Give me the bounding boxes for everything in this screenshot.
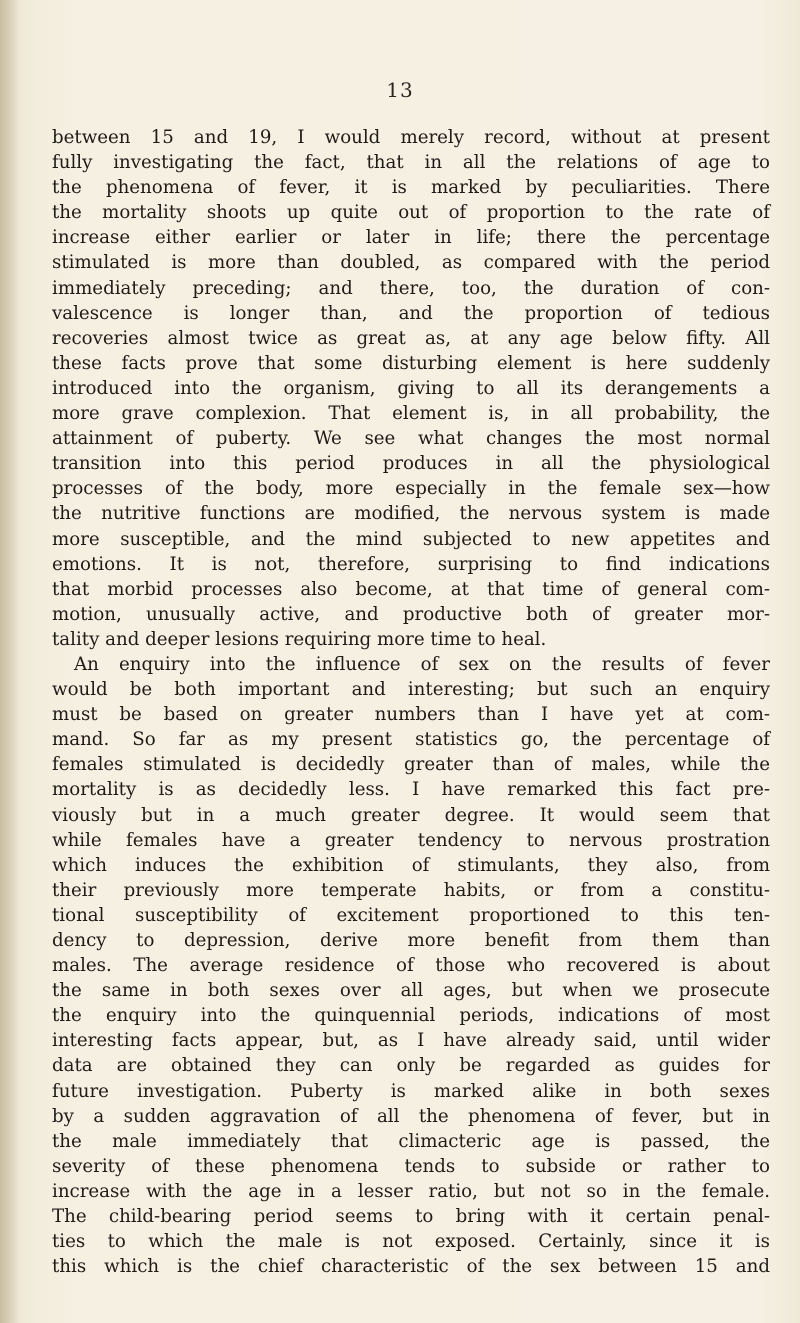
text-line: the enquiry into the quinquennial periods, indications of most [52,1005,770,1027]
text-line: their previously more temperate habits, or from a constitu- [52,879,770,901]
text-line: increase either earlier or later in life; there the percentage [52,227,770,249]
text-line: processes of the body, more especially in the female sex—how [52,478,770,500]
text-line: immediately preceding; and there, too, the duration of con- [52,277,770,299]
text-line: An enquiry into the influence of sex on the results of fever [74,653,770,675]
text-line: must be based on greater numbers than I have yet at com- [52,704,770,726]
text-line: by a sudden aggravation of all the phenomena of fever, but in [52,1105,770,1127]
text-line: transition into this period produces in all the physiological [52,453,770,475]
text-line: females stimulated is decidedly greater than of males, while the [52,754,770,776]
text-line: this which is the chief characteristic of the sex between 15 and [52,1256,770,1278]
text-line: the nutritive functions are modified, the nervous system is made [52,503,770,525]
page-number: 13 [386,78,414,102]
text-line: more susceptible, and the mind subjected to new appetites and [52,528,770,550]
text-line: between 15 and 19, I would merely record, without at present [52,127,770,148]
text-line: tality and deeper lesions requiring more time to heal. [52,628,547,650]
text-line: viously but in a much greater degree. It would seem that [52,804,770,826]
text-line: introduced into the organism, giving to all its derangements a [52,377,770,399]
text-line: valescence is longer than, and the proportion of tedious [52,302,770,324]
text-line: data are obtained they can only be regarded as guides for [52,1055,770,1077]
text-line: while females have a greater tendency to nervous prostration [52,829,770,851]
text-line: increase with the age in a lesser ratio, but not so in the female. [52,1180,770,1202]
text-line: stimulated is more than doubled, as compared with the period [52,252,770,274]
text-line: motion, unusually active, and productive both of greater mor- [52,603,770,625]
text-line: mortality is as decidedly less. I have remarked this fact pre- [52,779,770,801]
text-line: more grave complexion. That element is, in all probability, the [52,403,770,425]
text-line: the same in both sexes over all ages, but when we prosecute [52,980,770,1002]
text-line: which induces the exhibition of stimulants, they also, from [52,854,770,876]
text-line: ties to which the male is not exposed. Certainly, since it is [52,1231,770,1253]
text-line: males. The average residence of those who recovered is about [52,955,770,977]
text-line: the phenomena of fever, it is marked by peculiarities. There [52,177,770,199]
text-line: that morbid processes also become, at that time of general com- [52,578,770,600]
text-line: The child-bearing period seems to bring with it certain penal- [52,1206,770,1228]
body-text [52,125,770,1279]
text-line: emotions. It is not, therefore, surprising to find indications [52,553,770,575]
text-line: tional susceptibility of excitement proportioned to this ten- [52,904,770,926]
text-line: dency to depression, derive more benefit from them than [52,930,770,951]
text-line: mand. So far as my present statistics go, the percentage of [52,729,770,751]
text-line: interesting facts appear, but, as I have already said, until wider [52,1030,770,1052]
text-line: fully investigating the fact, that in all the relations of age to [52,152,770,174]
text-line: the male immediately that climacteric age is passed, the [52,1130,770,1152]
spine-shadow [0,0,20,1323]
text-line: recoveries almost twice as great as, at any age below fifty. All [52,327,770,349]
text-line: severity of these phenomena tends to subside or rather to [52,1155,770,1177]
text-line: would be both important and interesting; but such an enquiry [52,679,770,701]
text-line: the mortality shoots up quite out of proportion to the rate of [52,202,770,224]
text-line: these facts prove that some disturbing element is here suddenly [52,352,770,374]
text-line: future investigation. Puberty is marked alike in both sexes [52,1080,770,1102]
text-line: attainment of puberty. We see what changes the most normal [52,428,770,450]
